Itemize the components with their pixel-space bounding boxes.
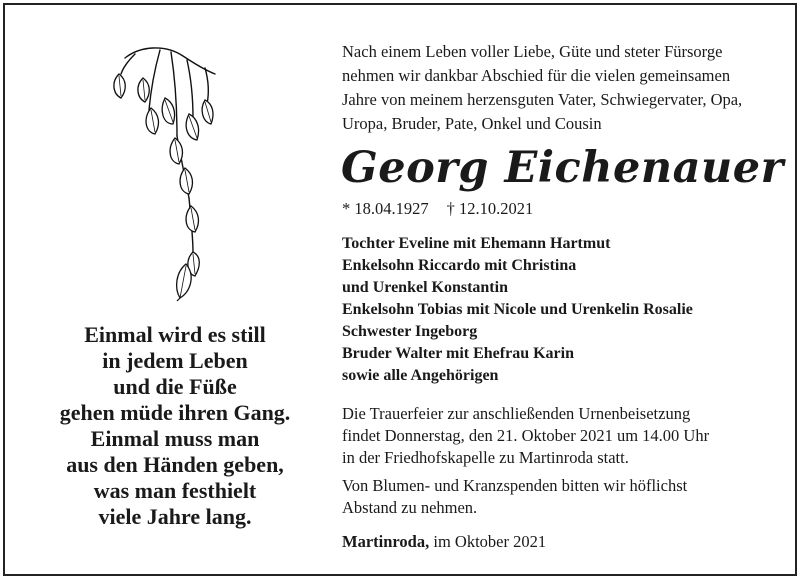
- intro-line: Uropa, Bruder, Pate, Onkel und Cousin: [342, 114, 602, 133]
- poem: [20, 322, 330, 530]
- flowers-note: [342, 475, 782, 519]
- mourner-line: Bruder Walter mit Ehefrau Karin: [342, 345, 574, 362]
- intro-line: Jahre von meinem herzensguten Vater, Schwiegervater, Opa,: [342, 90, 743, 109]
- place-date: [342, 531, 782, 553]
- intro-line: Nach einem Leben voller Liebe, Güte und steter Fürsorge: [342, 42, 723, 61]
- mourner-line: Tochter Eveline mit Ehemann Hartmut: [342, 235, 611, 252]
- flowers-line: Abstand zu nehmen.: [342, 498, 478, 517]
- intro-line: nehmen wir dankbar Abschied für die vielen gemeinsamen: [342, 66, 731, 85]
- poem-line: viele Jahre lang.: [98, 504, 252, 529]
- mourner-line: Schwester Ingeborg: [342, 323, 478, 340]
- poem-line: gehen müde ihren Gang.: [59, 400, 291, 425]
- death-date: † 12.10.2021: [446, 199, 534, 218]
- service-info: [342, 403, 782, 469]
- service-line: Die Trauerfeier zur anschließenden Urnenbeisetzung: [342, 404, 691, 423]
- poem-line: in jedem Leben: [102, 348, 248, 373]
- falling-leaf-icon: [172, 262, 198, 302]
- mourner-line: und Urenkel Konstantin: [342, 279, 508, 296]
- service-line: findet Donnerstag, den 21. Oktober 2021 um 14.00 Uhr: [342, 426, 710, 445]
- flowers-line: Von Blumen- und Kranzspenden bitten wir höflichst: [342, 476, 688, 495]
- poem-line: was man festhielt: [93, 478, 257, 503]
- poem-line: und die Füße: [113, 374, 237, 399]
- mourner-line: sowie alle Angehörigen: [342, 367, 499, 384]
- mourner-line: Enkelsohn Riccardo mit Christina: [342, 257, 577, 274]
- deceased-name: Georg Eichenauer: [341, 143, 784, 193]
- poem-line: Einmal muss man: [90, 426, 260, 451]
- birch-branch-icon: [105, 38, 220, 308]
- poem-line: aus den Händen geben,: [66, 452, 284, 477]
- life-dates: [342, 198, 782, 220]
- intro-text: [342, 40, 782, 136]
- mourners-list: [342, 233, 782, 387]
- mourner-line: Enkelsohn Tobias mit Nicole und Urenkelin Rosalie: [342, 301, 693, 318]
- poem-line: Einmal wird es still: [84, 322, 266, 347]
- birth-date: * 18.04.1927: [342, 199, 429, 218]
- place-name: Martinroda,: [342, 532, 430, 551]
- date-line: im Oktober 2021: [433, 532, 547, 551]
- notice-text: [342, 40, 782, 553]
- service-line: in der Friedhofskapelle zu Martinroda statt.: [342, 448, 629, 467]
